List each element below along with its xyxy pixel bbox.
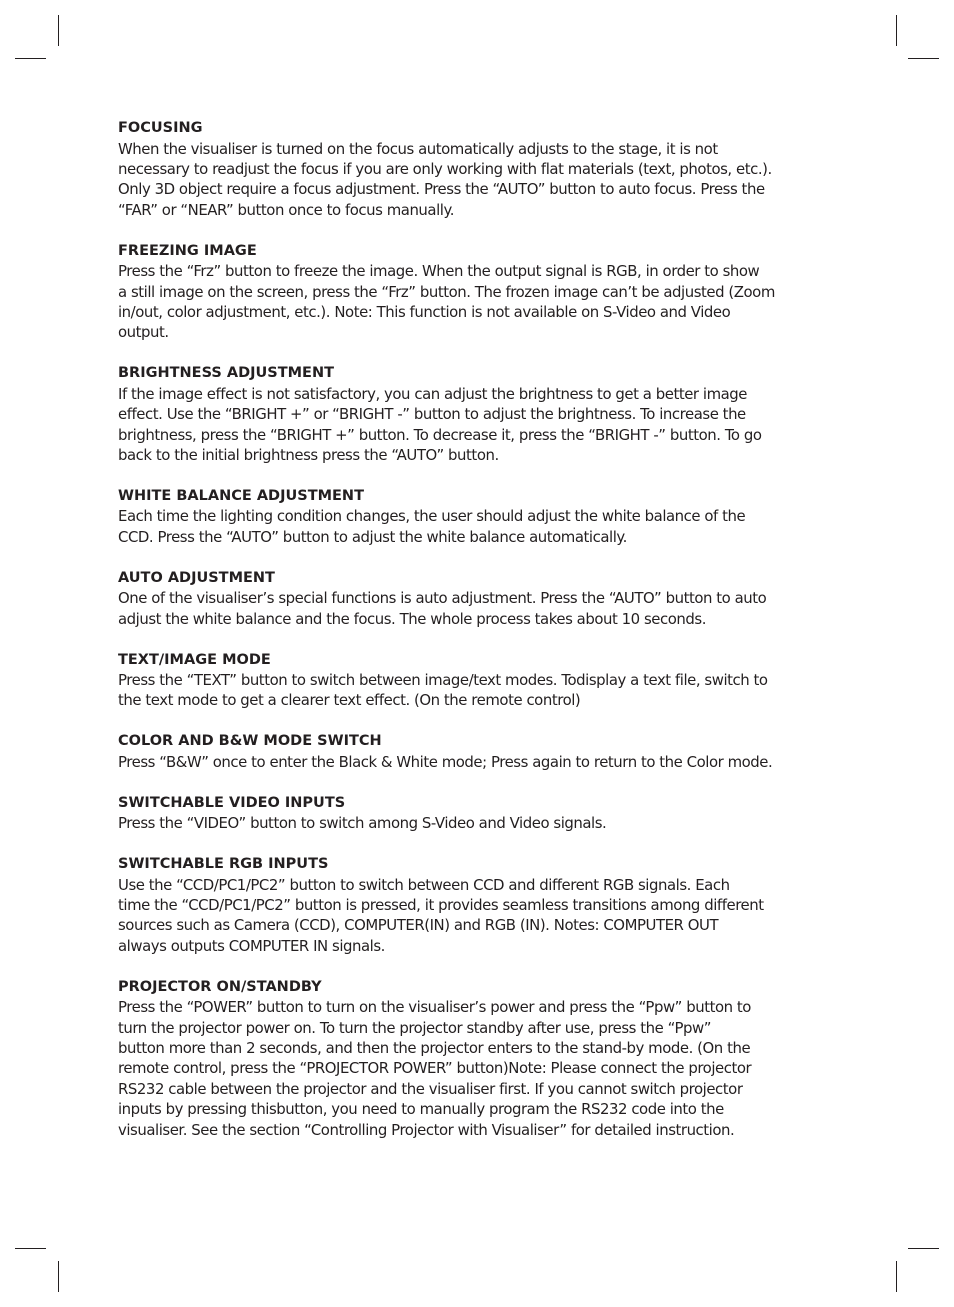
section-text <box>118 670 838 711</box>
section-heading: WHITE BALANCE ADJUSTMENT <box>118 487 364 504</box>
text-line: necessary to readjust the focus if you are only working with flat materials (text, photos, etc.). <box>118 159 772 178</box>
text-line: sources such as Camera (CCD), COMPUTER(IN) and RGB (IN). Notes: COMPUTER OUT <box>118 916 719 935</box>
section-heading: BRIGHTNESS ADJUSTMENT <box>118 365 334 382</box>
section-color-bw-mode-switch <box>118 731 838 772</box>
section-text <box>118 875 838 957</box>
crop-mark-top-right-vertical <box>896 15 897 46</box>
section-switchable-rgb-inputs <box>118 854 838 956</box>
crop-mark-top-right-horizontal <box>908 58 939 59</box>
section-heading: FREEZING IMAGE <box>118 242 257 259</box>
text-line: a still image on the screen, press the “Frz” button. The frozen image can’t be adjusted (Zoom <box>118 282 775 301</box>
section-text <box>118 813 838 833</box>
text-line: button more than 2 seconds, and then the projector enters to the stand-by mode. (On the <box>118 1039 751 1058</box>
crop-mark-top-left-horizontal <box>15 58 46 59</box>
text-line: in/out, color adjustment, etc.). Note: This function is not available on S-Video and Video <box>118 302 731 321</box>
text-line: brightness, press the “BRIGHT +” button. To decrease it, press the “BRIGHT -” button. To go <box>118 425 762 444</box>
section-heading: SWITCHABLE RGB INPUTS <box>118 856 329 873</box>
crop-mark-bottom-left-vertical <box>58 1261 59 1292</box>
text-line: When the visualiser is turned on the focus automatically adjusts to the stage, it is not <box>118 139 718 158</box>
section-heading: COLOR AND B&W MODE SWITCH <box>118 733 382 750</box>
section-text-image-mode <box>118 650 838 711</box>
section-projector-on-standby <box>118 977 838 1140</box>
text-line: inputs by pressing thisbutton, you need to manually program the RS232 code into the <box>118 1100 724 1119</box>
crop-mark-bottom-left-horizontal <box>15 1248 46 1249</box>
section-heading: FOCUSING <box>118 120 203 136</box>
text-line: time the “CCD/PC1/PC2” button is pressed, it provides seamless transitions among different <box>118 896 764 915</box>
section-text <box>118 997 838 1140</box>
text-line: always outputs COMPUTER IN signals. <box>118 936 385 955</box>
text-line: visualiser. See the section “Controlling Projector with Visualiser” for detailed instruction. <box>118 1120 735 1139</box>
section-auto-adjustment <box>118 568 838 629</box>
text-line: turn the projector power on. To turn the projector standby after use, press the “Ppw” <box>118 1018 711 1037</box>
text-line: remote control, press the “PROJECTOR POWER” button)Note: Please connect the projector <box>118 1059 752 1078</box>
section-heading: TEXT/IMAGE MODE <box>118 651 271 668</box>
text-line: One of the visualiser’s special functions is auto adjustment. Press the “AUTO” button to auto <box>118 589 767 608</box>
text-line: output. <box>118 323 169 342</box>
text-line: RS232 cable between the projector and the visualiser first. If you cannot switch projector <box>118 1079 743 1098</box>
text-line: CCD. Press the “AUTO” button to adjust the white balance automatically. <box>118 527 627 546</box>
section-heading: AUTO ADJUSTMENT <box>118 569 275 586</box>
section-white-balance-adjustment <box>118 486 838 547</box>
text-line: If the image effect is not satisfactory, you can adjust the brightness to get a better image <box>118 384 748 403</box>
section-brightness-adjustment <box>118 363 838 465</box>
text-line: adjust the white balance and the focus. The whole process takes about 10 seconds. <box>118 609 706 628</box>
section-text <box>118 261 838 343</box>
text-line: the text mode to get a clearer text effect. (On the remote control) <box>118 691 581 710</box>
section-text <box>118 588 838 629</box>
text-line: “FAR” or “NEAR” button once to focus manually. <box>118 200 454 219</box>
crop-mark-bottom-right-vertical <box>896 1261 897 1292</box>
section-text <box>118 384 838 466</box>
text-line: Press “B&W” once to enter the Black & White mode; Press again to return to the Color mode. <box>118 752 773 771</box>
document-body <box>118 118 838 1161</box>
text-line: effect. Use the “BRIGHT +” or “BRIGHT -” button to adjust the brightness. To increase the <box>118 405 746 424</box>
section-freezing-image <box>118 241 838 343</box>
section-text <box>118 752 838 772</box>
text-line: Press the “VIDEO” button to switch among S-Video and Video signals. <box>118 814 607 833</box>
section-text <box>118 506 838 547</box>
text-line: back to the initial brightness press the “AUTO” button. <box>118 445 499 464</box>
crop-mark-top-left-vertical <box>58 15 59 46</box>
text-line: Each time the lighting condition changes, the user should adjust the white balance of the <box>118 507 746 526</box>
text-line: Press the “Frz” button to freeze the image. When the output signal is RGB, in order to show <box>118 262 760 281</box>
section-heading: SWITCHABLE VIDEO INPUTS <box>118 794 346 811</box>
text-line: Only 3D object require a focus adjustment. Press the “AUTO” button to auto focus. Press the <box>118 180 765 199</box>
section-heading: PROJECTOR ON/STANDBY <box>118 978 322 995</box>
crop-mark-bottom-right-horizontal <box>908 1248 939 1249</box>
text-line: Use the “CCD/PC1/PC2” button to switch between CCD and different RGB signals. Each <box>118 875 730 894</box>
section-text <box>118 139 838 221</box>
section-switchable-video-inputs <box>118 793 838 834</box>
section-focusing <box>118 118 838 220</box>
text-line: Press the “TEXT” button to switch between image/text modes. Todisplay a text file, switch to <box>118 671 768 689</box>
text-line: Press the “POWER” button to turn on the visualiser’s power and press the “Ppw” button to <box>118 998 751 1017</box>
